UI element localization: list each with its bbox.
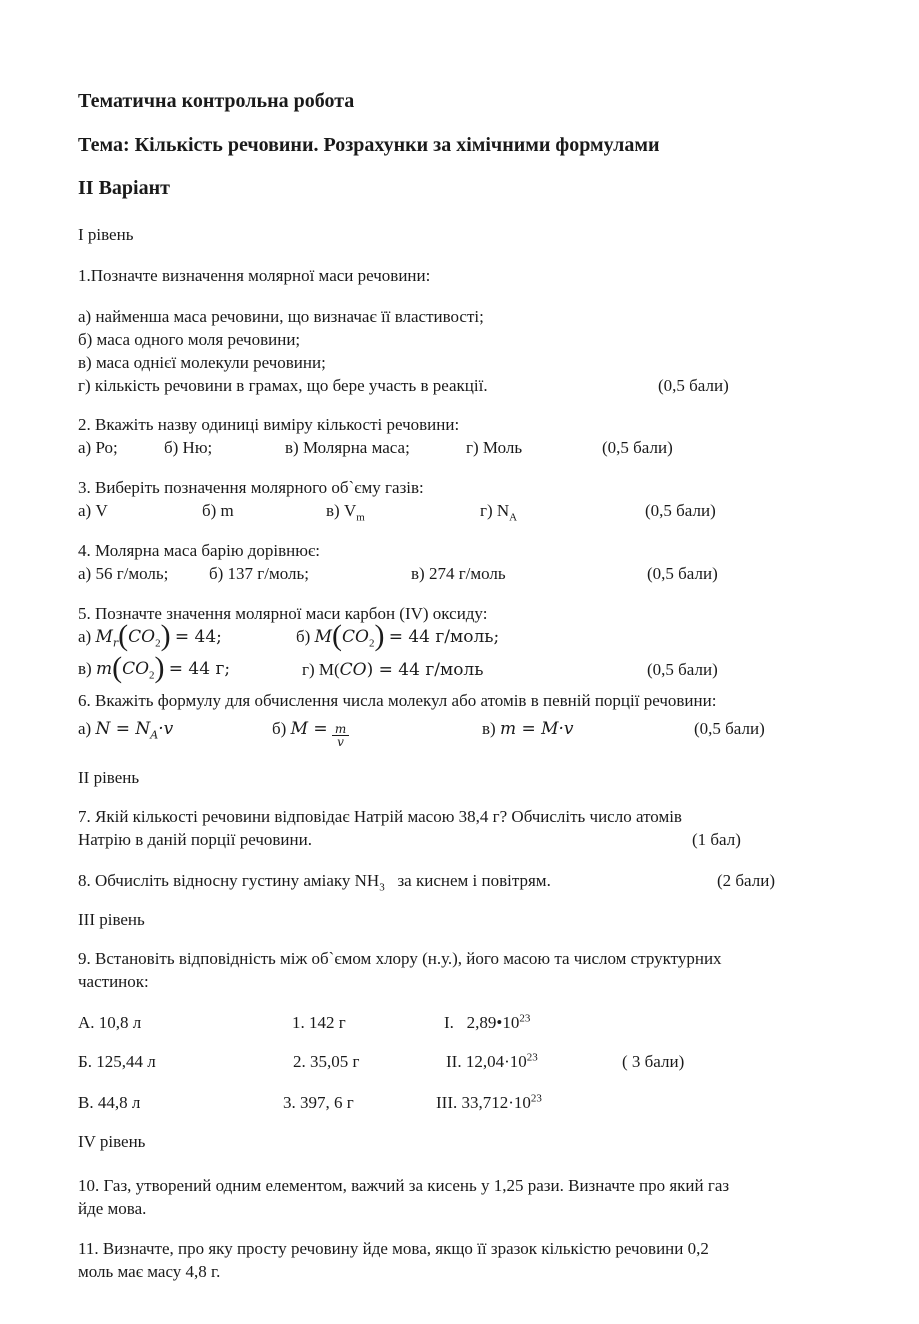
q9-line2: частинок: [78,972,149,991]
q3-points: (0,5 бали) [645,501,716,520]
q1-option-b: б) маса одного моля речовини; [78,330,301,349]
q3-option-d: г) $N_A$ [480,501,518,524]
q8-points: (2 бали) [717,871,775,890]
q6-points: (0,5 бали) [694,719,765,738]
q6-option-a: а) $N = N_A\cdot v$ [78,719,174,742]
q9-mass-2: 2. 35,05 г [293,1052,360,1071]
q11-line2: моль має масу 4,8 г. [78,1262,221,1281]
q7-points: (1 бал) [692,830,741,849]
q2-option-c: в) Молярна маса; [285,438,410,457]
level-1-heading: I рівень [78,225,134,244]
q4-option-a: а) 56 г/моль; [78,564,169,583]
q11-line1: 11. Визначте, про яку просту речовину йде мова, якщо її зразок кількістю речовини 0,2 [78,1239,709,1258]
q5-text: 5. Позначте значення молярної маси карбон (IV) оксиду: [78,604,488,623]
q4-points: (0,5 бали) [647,564,718,583]
q4-option-c: в) 274 г/моль [411,564,506,583]
q10-line2: йде мова. [78,1199,147,1218]
q5-option-a: а) $M_r(CO_2) = 44$; [78,619,222,652]
q7-line1: 7. Якій кількості речовини відповідає Натрій масою 38,4 г? Обчисліть число атомів [78,807,682,826]
q9-volume-c: В. 44,8 л [78,1093,141,1112]
q9-line1: 9. Встановіть відповідність між об`ємом хлору (н.у.), його масою та числом структурних [78,949,722,968]
variant-heading: II Варіант [78,177,170,199]
q9-points: ( 3 бали) [622,1052,685,1071]
level-3-heading: III рівень [78,910,145,929]
q9-mass-1: 1. 142 г [292,1013,346,1032]
q5-option-b: б) $M(CO_2) = 44$ г/моль; [296,619,500,652]
q6-text: 6. Вкажіть формулу для обчислення числа молекул або атомів в певній порції речовини: [78,691,717,710]
q3-text: 3. Виберіть позначення молярного об`єму газів: [78,478,424,497]
q5-option-c: в) $m(CO_2) = 44$ г; [78,651,231,684]
q9-count-ii: II. $12,04\cdot 10^{23}$ [446,1051,538,1071]
q1-option-c: в) маса однієї молекули речовини; [78,353,326,372]
q5-points: (0,5 бали) [647,660,718,679]
q6-option-b: б) M = $\frac{m}{v}$ [272,718,349,748]
q2-option-d: г) Моль [466,438,523,457]
q9-count-iii: III. $33,712\cdot 10^{23}$ [436,1092,542,1112]
q3-option-a: а) V [78,501,108,520]
q8-text: 8. Обчисліть відносну густину аміаку $NH_3$ за киснем і повітрям. [78,871,551,894]
level-2-heading: II рівень [78,768,140,787]
q4-text: 4. Молярна маса барію дорівнює: [78,541,320,560]
q2-option-b: б) Ню; [164,438,213,457]
q5-option-d: г) M(CO) = 44 г/моль [302,660,484,680]
q2-option-a: а) Ро; [78,438,118,457]
q4-option-b: б) 137 г/моль; [209,564,309,583]
q1-text: 1.Позначте визначення молярної маси речовини: [78,266,431,285]
q7-line2: Натрію в даній порції речовини. [78,830,312,849]
level-4-heading: IV рівень [78,1132,146,1151]
q9-volume-b: Б. 125,44 л [78,1052,156,1071]
page-title: Тематична контрольна робота [78,90,355,112]
q1-option-a: а) найменша маса речовини, що визначає її властивості; [78,307,484,326]
q9-volume-a: А. 10,8 л [78,1013,142,1032]
q3-option-c: в) $V_m$ [326,501,365,524]
q2-text: 2. Вкажіть назву одиниці виміру кількості речовини: [78,415,460,434]
topic-heading: Тема: Кількість речовини. Розрахунки за хімічними формулами [78,134,660,156]
q9-count-i: I. $2,89•10^{23}$ [444,1012,531,1032]
q2-points: (0,5 бали) [602,438,673,457]
q1-option-d: г) кількість речовини в грамах, що бере участь в реакції. [78,376,488,395]
q1-points: (0,5 бали) [658,376,729,395]
q6-option-c: в) m = M·v [482,719,574,739]
q9-mass-3: 3. 397, 6 г [283,1093,354,1112]
q3-option-b: б) m [202,501,234,520]
q10-line1: 10. Газ, утворений одним елементом, важчий за кисень у 1,25 рази. Визначте про який газ [78,1176,730,1195]
